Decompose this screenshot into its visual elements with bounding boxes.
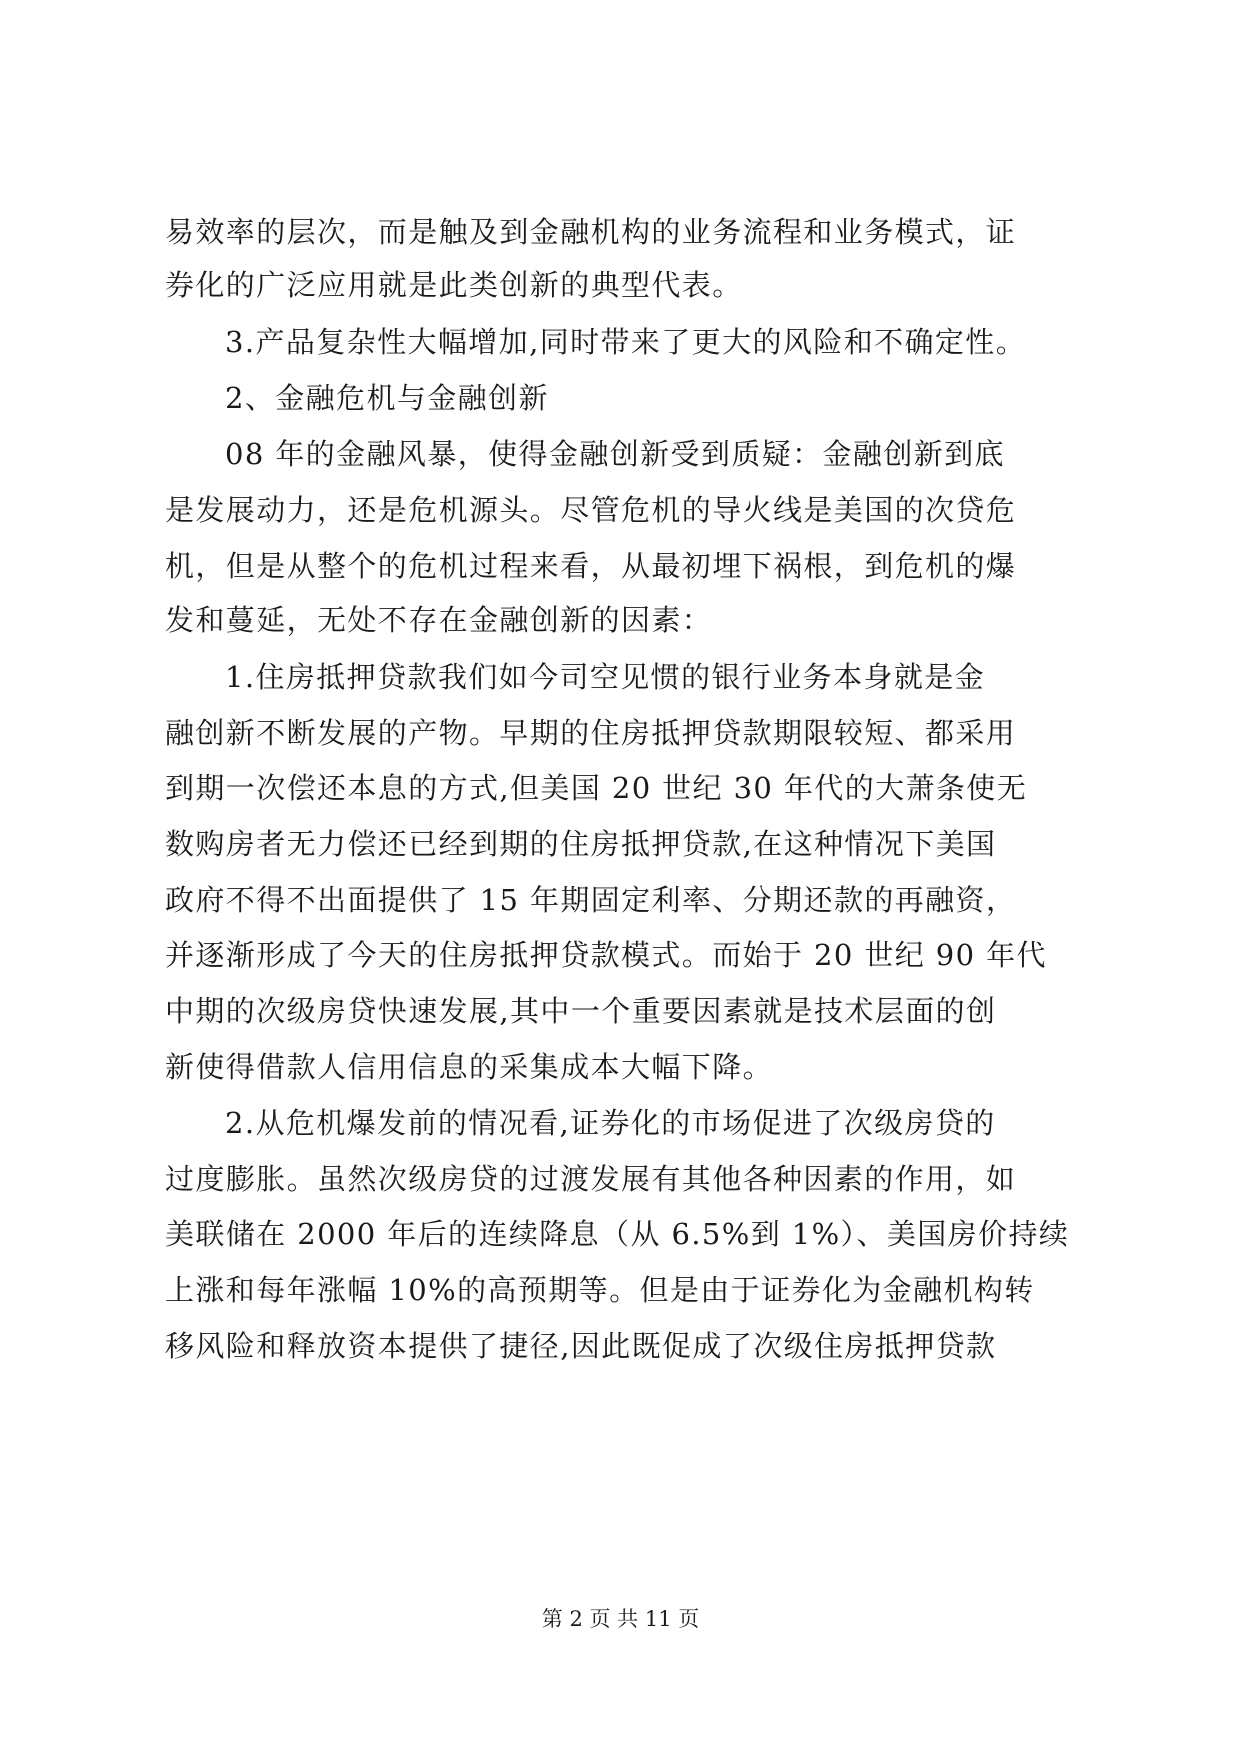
page-number-footer: 第 2 页 共 11 页 bbox=[541, 1607, 700, 1631]
text-line: 中期的次级房贷快速发展,其中一个重要因素就是技术层面的创 bbox=[165, 994, 997, 1028]
text-line: 发和蔓延，无处不存在金融创新的因素： bbox=[165, 603, 713, 637]
text-line: 到期一次偿还本息的方式,但美国 20 世纪 30 年代的大萧条使无 bbox=[165, 771, 1028, 805]
text-line: 数购房者无力偿还已经到期的住房抵押贷款,在这种情况下美国 bbox=[165, 827, 997, 861]
text-line: 美联储在 2000 年后的连续降息（从 6.5%到 1%）、美国房价持续 bbox=[165, 1217, 1070, 1251]
text-line: 是发展动力，还是危机源头。尽管危机的导火线是美国的次贷危 bbox=[165, 493, 1017, 527]
text-line: 券化的广泛应用就是此类创新的典型代表。 bbox=[165, 268, 743, 302]
text-line: 过度膨胀。虽然次级房贷的过渡发展有其他各种因素的作用，如 bbox=[165, 1162, 1017, 1196]
text-line: 机，但是从整个的危机过程来看，从最初埋下祸根，到危机的爆 bbox=[165, 549, 1017, 583]
text-line: 易效率的层次，而是触及到金融机构的业务流程和业务模式，证 bbox=[165, 215, 1017, 249]
list-item-text: 3.产品复杂性大幅增加,同时带来了更大的风险和不确定性。 bbox=[225, 325, 1027, 359]
text-line: 融创新不断发展的产物。早期的住房抵押贷款期限较短、都采用 bbox=[165, 716, 1017, 750]
paragraph-start: 08 年的金融风暴，使得金融创新受到质疑：金融创新到底 bbox=[225, 437, 1005, 471]
text-line: 新使得借款人信用信息的采集成本大幅下降。 bbox=[165, 1050, 774, 1084]
text-line: 上涨和每年涨幅 10%的高预期等。但是由于证券化为金融机构转 bbox=[165, 1273, 1035, 1307]
text-line: 移风险和释放资本提供了捷径,因此既促成了次级住房抵押贷款 bbox=[165, 1329, 997, 1363]
section-heading: 2、金融危机与金融创新 bbox=[225, 381, 549, 415]
text-line: 并逐渐形成了今天的住房抵押贷款模式。而始于 20 世纪 90 年代 bbox=[165, 938, 1047, 972]
list-item-text: 1.住房抵押贷款我们如今司空见惯的银行业务本身就是金 bbox=[225, 660, 986, 694]
text-line: 政府不得不出面提供了 15 年期固定利率、分期还款的再融资， bbox=[165, 883, 1017, 917]
list-item-text: 2.从危机爆发前的情况看,证券化的市场促进了次级房贷的 bbox=[225, 1106, 996, 1140]
